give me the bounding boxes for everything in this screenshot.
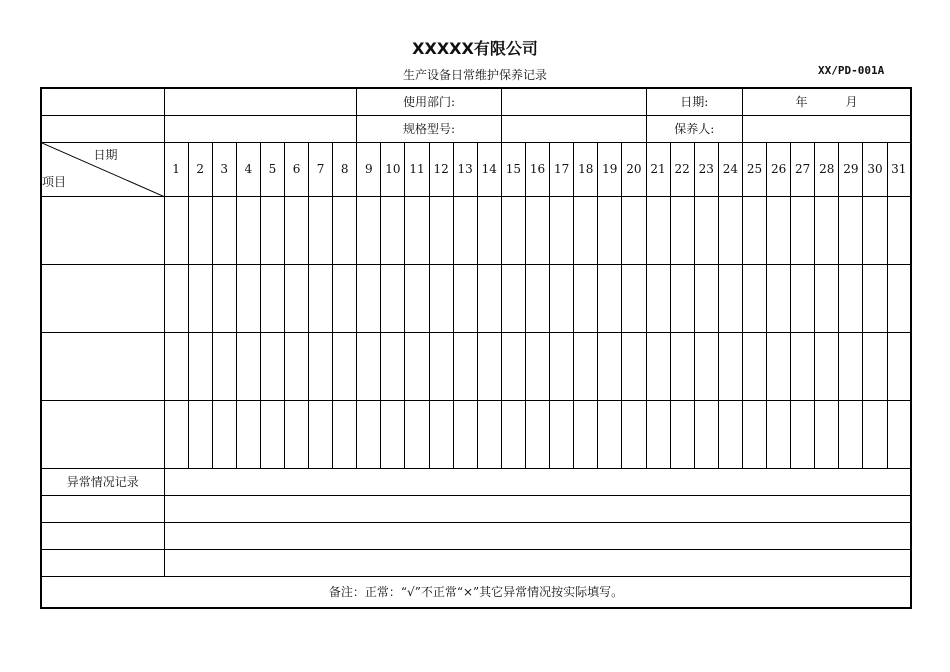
item-name-cell[interactable] xyxy=(41,264,164,332)
year-month-field[interactable] xyxy=(742,88,911,115)
day-number: 19 xyxy=(598,142,622,196)
day-number: 4 xyxy=(236,142,260,196)
day-number: 1 xyxy=(164,142,188,196)
date-header-label: 日期 xyxy=(93,148,118,162)
day-number: 25 xyxy=(742,142,766,196)
day-number: 20 xyxy=(622,142,646,196)
check-cell[interactable] xyxy=(622,400,646,468)
check-cell[interactable] xyxy=(357,332,381,400)
check-cell[interactable] xyxy=(333,332,357,400)
check-cell[interactable] xyxy=(887,332,911,400)
check-cell[interactable] xyxy=(212,400,236,468)
company-title: XXXXX有限公司 xyxy=(412,39,538,58)
check-cell[interactable] xyxy=(381,400,405,468)
check-cell[interactable] xyxy=(767,196,791,264)
check-cell[interactable] xyxy=(791,196,815,264)
check-cell[interactable] xyxy=(212,264,236,332)
check-cell[interactable] xyxy=(550,400,574,468)
check-cell[interactable] xyxy=(429,400,453,468)
day-number: 16 xyxy=(525,142,549,196)
check-cell[interactable] xyxy=(574,332,598,400)
check-cell[interactable] xyxy=(284,332,308,400)
check-cell[interactable] xyxy=(718,196,742,264)
check-cell[interactable] xyxy=(429,332,453,400)
maintainer-field[interactable] xyxy=(742,115,911,142)
check-cell[interactable] xyxy=(622,332,646,400)
check-cell[interactable] xyxy=(887,400,911,468)
check-cell[interactable] xyxy=(767,400,791,468)
day-number: 11 xyxy=(405,142,429,196)
day-number: 29 xyxy=(839,142,863,196)
check-cell[interactable] xyxy=(284,400,308,468)
check-cell[interactable] xyxy=(405,400,429,468)
check-cell[interactable] xyxy=(574,196,598,264)
blank-field[interactable] xyxy=(164,88,357,115)
day-number: 3 xyxy=(212,142,236,196)
day-number: 31 xyxy=(887,142,911,196)
check-cell[interactable] xyxy=(670,264,694,332)
check-cell[interactable] xyxy=(357,264,381,332)
check-cell[interactable] xyxy=(694,264,718,332)
item-header-label: 项目 xyxy=(42,175,67,189)
day-number: 18 xyxy=(574,142,598,196)
check-cell[interactable] xyxy=(694,196,718,264)
check-cell[interactable] xyxy=(694,332,718,400)
check-cell[interactable] xyxy=(839,332,863,400)
day-number: 21 xyxy=(646,142,670,196)
days-header-row xyxy=(41,142,911,196)
item-row xyxy=(41,332,911,400)
check-cell[interactable] xyxy=(622,196,646,264)
check-cell[interactable] xyxy=(333,400,357,468)
check-cell[interactable] xyxy=(742,400,766,468)
check-cell[interactable] xyxy=(742,264,766,332)
spec-field[interactable] xyxy=(501,115,646,142)
check-cell[interactable] xyxy=(405,264,429,332)
day-number: 15 xyxy=(501,142,525,196)
day-number: 13 xyxy=(453,142,477,196)
check-cell[interactable] xyxy=(381,196,405,264)
check-cell[interactable] xyxy=(550,264,574,332)
day-number: 8 xyxy=(333,142,357,196)
day-number: 23 xyxy=(694,142,718,196)
check-cell[interactable] xyxy=(525,332,549,400)
item-row xyxy=(41,400,911,468)
info-row-2 xyxy=(41,115,911,142)
check-cell[interactable] xyxy=(863,400,887,468)
check-cell[interactable] xyxy=(646,400,670,468)
date-item-diagonal-header xyxy=(41,142,164,196)
check-cell[interactable] xyxy=(574,264,598,332)
check-cell[interactable] xyxy=(525,264,549,332)
year-label: 年 xyxy=(795,95,808,110)
item-row xyxy=(41,264,911,332)
day-number: 12 xyxy=(429,142,453,196)
check-cell[interactable] xyxy=(646,264,670,332)
remark-text: 备注：正常：“√”不正常“×”其它异常情况按实际填写。 xyxy=(41,576,911,608)
day-number: 2 xyxy=(188,142,212,196)
check-cell[interactable] xyxy=(598,332,622,400)
check-cell[interactable] xyxy=(863,332,887,400)
form-title: 生产设备日常维护保养记录 xyxy=(402,68,547,82)
day-number: 26 xyxy=(767,142,791,196)
check-cell[interactable] xyxy=(525,196,549,264)
form-code: XX/PD-001A xyxy=(818,64,885,77)
check-cell[interactable] xyxy=(188,332,212,400)
check-cell[interactable] xyxy=(333,264,357,332)
check-cell[interactable] xyxy=(164,400,188,468)
abnormal-sub-cell[interactable] xyxy=(41,495,164,522)
check-cell[interactable] xyxy=(501,400,525,468)
abnormal-sub-cell[interactable] xyxy=(41,549,164,576)
check-cell[interactable] xyxy=(670,400,694,468)
abnormal-row xyxy=(41,522,911,549)
blank-field[interactable] xyxy=(164,115,357,142)
check-cell[interactable] xyxy=(791,332,815,400)
check-cell[interactable] xyxy=(260,332,284,400)
check-cell[interactable] xyxy=(718,264,742,332)
check-cell[interactable] xyxy=(453,400,477,468)
check-cell[interactable] xyxy=(453,332,477,400)
check-cell[interactable] xyxy=(405,332,429,400)
day-number: 5 xyxy=(260,142,284,196)
day-number: 7 xyxy=(309,142,333,196)
date-label: 日期: xyxy=(646,88,742,115)
check-cell[interactable] xyxy=(429,196,453,264)
check-cell[interactable] xyxy=(887,264,911,332)
item-name-cell[interactable] xyxy=(41,400,164,468)
check-cell[interactable] xyxy=(260,400,284,468)
check-cell[interactable] xyxy=(236,400,260,468)
abnormal-field[interactable] xyxy=(164,468,911,495)
check-cell[interactable] xyxy=(670,332,694,400)
maintenance-record-table xyxy=(40,87,912,609)
maintainer-label: 保养人: xyxy=(646,115,742,142)
day-number: 14 xyxy=(477,142,501,196)
check-cell[interactable] xyxy=(212,332,236,400)
abnormal-field[interactable] xyxy=(164,549,911,576)
day-number: 22 xyxy=(670,142,694,196)
check-cell[interactable] xyxy=(525,400,549,468)
check-cell[interactable] xyxy=(501,264,525,332)
check-cell[interactable] xyxy=(357,400,381,468)
check-cell[interactable] xyxy=(839,196,863,264)
abnormal-field[interactable] xyxy=(164,495,911,522)
check-cell[interactable] xyxy=(381,332,405,400)
check-cell[interactable] xyxy=(477,264,501,332)
check-cell[interactable] xyxy=(815,196,839,264)
check-cell[interactable] xyxy=(863,264,887,332)
check-cell[interactable] xyxy=(839,264,863,332)
check-cell[interactable] xyxy=(429,264,453,332)
day-number: 30 xyxy=(863,142,887,196)
check-cell[interactable] xyxy=(791,264,815,332)
item-name-cell[interactable] xyxy=(41,196,164,264)
check-cell[interactable] xyxy=(887,196,911,264)
check-cell[interactable] xyxy=(188,196,212,264)
check-cell[interactable] xyxy=(767,332,791,400)
day-number: 27 xyxy=(791,142,815,196)
blank-header-cell[interactable] xyxy=(41,115,164,142)
check-cell[interactable] xyxy=(815,400,839,468)
check-cell[interactable] xyxy=(815,332,839,400)
check-cell[interactable] xyxy=(501,332,525,400)
check-cell[interactable] xyxy=(236,332,260,400)
check-cell[interactable] xyxy=(188,264,212,332)
month-label: 月 xyxy=(845,95,858,110)
day-number: 10 xyxy=(381,142,405,196)
check-cell[interactable] xyxy=(718,400,742,468)
check-cell[interactable] xyxy=(622,264,646,332)
check-cell[interactable] xyxy=(333,196,357,264)
check-cell[interactable] xyxy=(501,196,525,264)
check-cell[interactable] xyxy=(477,196,501,264)
remark-row xyxy=(41,576,911,608)
check-cell[interactable] xyxy=(574,400,598,468)
check-cell[interactable] xyxy=(405,196,429,264)
check-cell[interactable] xyxy=(550,196,574,264)
abnormal-field[interactable] xyxy=(164,522,911,549)
check-cell[interactable] xyxy=(550,332,574,400)
spec-label: 规格型号: xyxy=(357,115,502,142)
day-number: 24 xyxy=(718,142,742,196)
check-cell[interactable] xyxy=(357,196,381,264)
check-cell[interactable] xyxy=(453,196,477,264)
item-row xyxy=(41,196,911,264)
department-field[interactable] xyxy=(501,88,646,115)
info-row-1 xyxy=(41,88,911,115)
check-cell[interactable] xyxy=(791,400,815,468)
check-cell[interactable] xyxy=(309,332,333,400)
blank-header-cell[interactable] xyxy=(41,88,164,115)
day-number: 6 xyxy=(284,142,308,196)
department-label: 使用部门: xyxy=(357,88,502,115)
check-cell[interactable] xyxy=(236,264,260,332)
abnormal-label: 异常情况记录 xyxy=(41,468,164,495)
abnormal-row xyxy=(41,495,911,522)
check-cell[interactable] xyxy=(260,264,284,332)
check-cell[interactable] xyxy=(236,196,260,264)
check-cell[interactable] xyxy=(598,400,622,468)
check-cell[interactable] xyxy=(188,400,212,468)
check-cell[interactable] xyxy=(477,400,501,468)
check-cell[interactable] xyxy=(284,196,308,264)
check-cell[interactable] xyxy=(164,332,188,400)
check-cell[interactable] xyxy=(309,264,333,332)
item-name-cell[interactable] xyxy=(41,332,164,400)
day-number: 9 xyxy=(357,142,381,196)
check-cell[interactable] xyxy=(646,332,670,400)
abnormal-sub-cell[interactable] xyxy=(41,522,164,549)
check-cell[interactable] xyxy=(742,332,766,400)
check-cell[interactable] xyxy=(646,196,670,264)
check-cell[interactable] xyxy=(381,264,405,332)
check-cell[interactable] xyxy=(598,264,622,332)
check-cell[interactable] xyxy=(164,196,188,264)
check-cell[interactable] xyxy=(284,264,308,332)
abnormal-row xyxy=(41,549,911,576)
check-cell[interactable] xyxy=(718,332,742,400)
check-cell[interactable] xyxy=(309,196,333,264)
abnormal-row xyxy=(41,468,911,495)
check-cell[interactable] xyxy=(164,264,188,332)
check-cell[interactable] xyxy=(598,196,622,264)
check-cell[interactable] xyxy=(309,400,333,468)
check-cell[interactable] xyxy=(212,196,236,264)
check-cell[interactable] xyxy=(815,264,839,332)
check-cell[interactable] xyxy=(260,196,284,264)
check-cell[interactable] xyxy=(670,196,694,264)
day-number: 28 xyxy=(815,142,839,196)
check-cell[interactable] xyxy=(742,196,766,264)
check-cell[interactable] xyxy=(694,400,718,468)
check-cell[interactable] xyxy=(863,196,887,264)
check-cell[interactable] xyxy=(839,400,863,468)
check-cell[interactable] xyxy=(453,264,477,332)
check-cell[interactable] xyxy=(767,264,791,332)
check-cell[interactable] xyxy=(477,332,501,400)
day-number: 17 xyxy=(550,142,574,196)
